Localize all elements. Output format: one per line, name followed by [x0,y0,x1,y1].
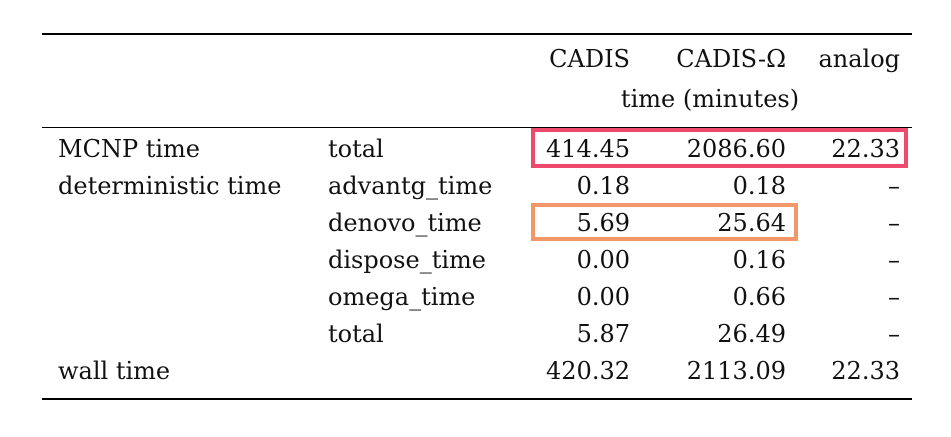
cell-cadis-omega: 0.16 [732,246,786,274]
cell-cadis: 5.87 [576,320,630,348]
cell-cadis-omega: 2086.60 [686,135,786,163]
header-analog: analog [818,45,900,73]
cell-cadis: 420.32 [546,357,630,385]
cell-cadis: 0.00 [576,246,630,274]
cell-analog: – [888,283,900,311]
cell-cadis: 0.18 [576,172,630,200]
cell-analog: 22.33 [831,357,900,385]
row-category: deterministic time [58,172,282,200]
cell-cadis-omega: 2113.09 [686,357,786,385]
cell-cadis: 0.00 [576,283,630,311]
cell-cadis: 414.45 [546,135,630,163]
cell-cadis-omega: 25.64 [717,209,786,237]
bottom-rule [42,398,912,400]
header-cadis: CADIS [549,45,630,73]
row-category: MCNP time [58,135,200,163]
cell-cadis: 5.69 [576,209,630,237]
cell-cadis-omega: 26.49 [717,320,786,348]
header-cadis-omega: CADIS-Ω [676,45,786,73]
row-metric: advantg_time [328,172,493,200]
highlight-box-mcnp-total [531,128,908,168]
cell-cadis-omega: 0.18 [732,172,786,200]
header-subheader: time (minutes) [620,85,800,113]
row-metric: total [328,320,384,348]
row-metric: dispose_time [328,246,486,274]
row-metric: denovo_time [328,209,482,237]
cell-analog: – [888,172,900,200]
cell-analog: – [888,320,900,348]
top-rule [42,33,912,35]
cell-analog: – [888,209,900,237]
cell-analog: 22.33 [831,135,900,163]
row-category: wall time [58,357,171,385]
cell-analog: – [888,246,900,274]
cell-cadis-omega: 0.66 [732,283,786,311]
row-metric: total [328,135,384,163]
row-metric: omega_time [328,283,476,311]
highlight-box-denovo-time [531,203,798,241]
